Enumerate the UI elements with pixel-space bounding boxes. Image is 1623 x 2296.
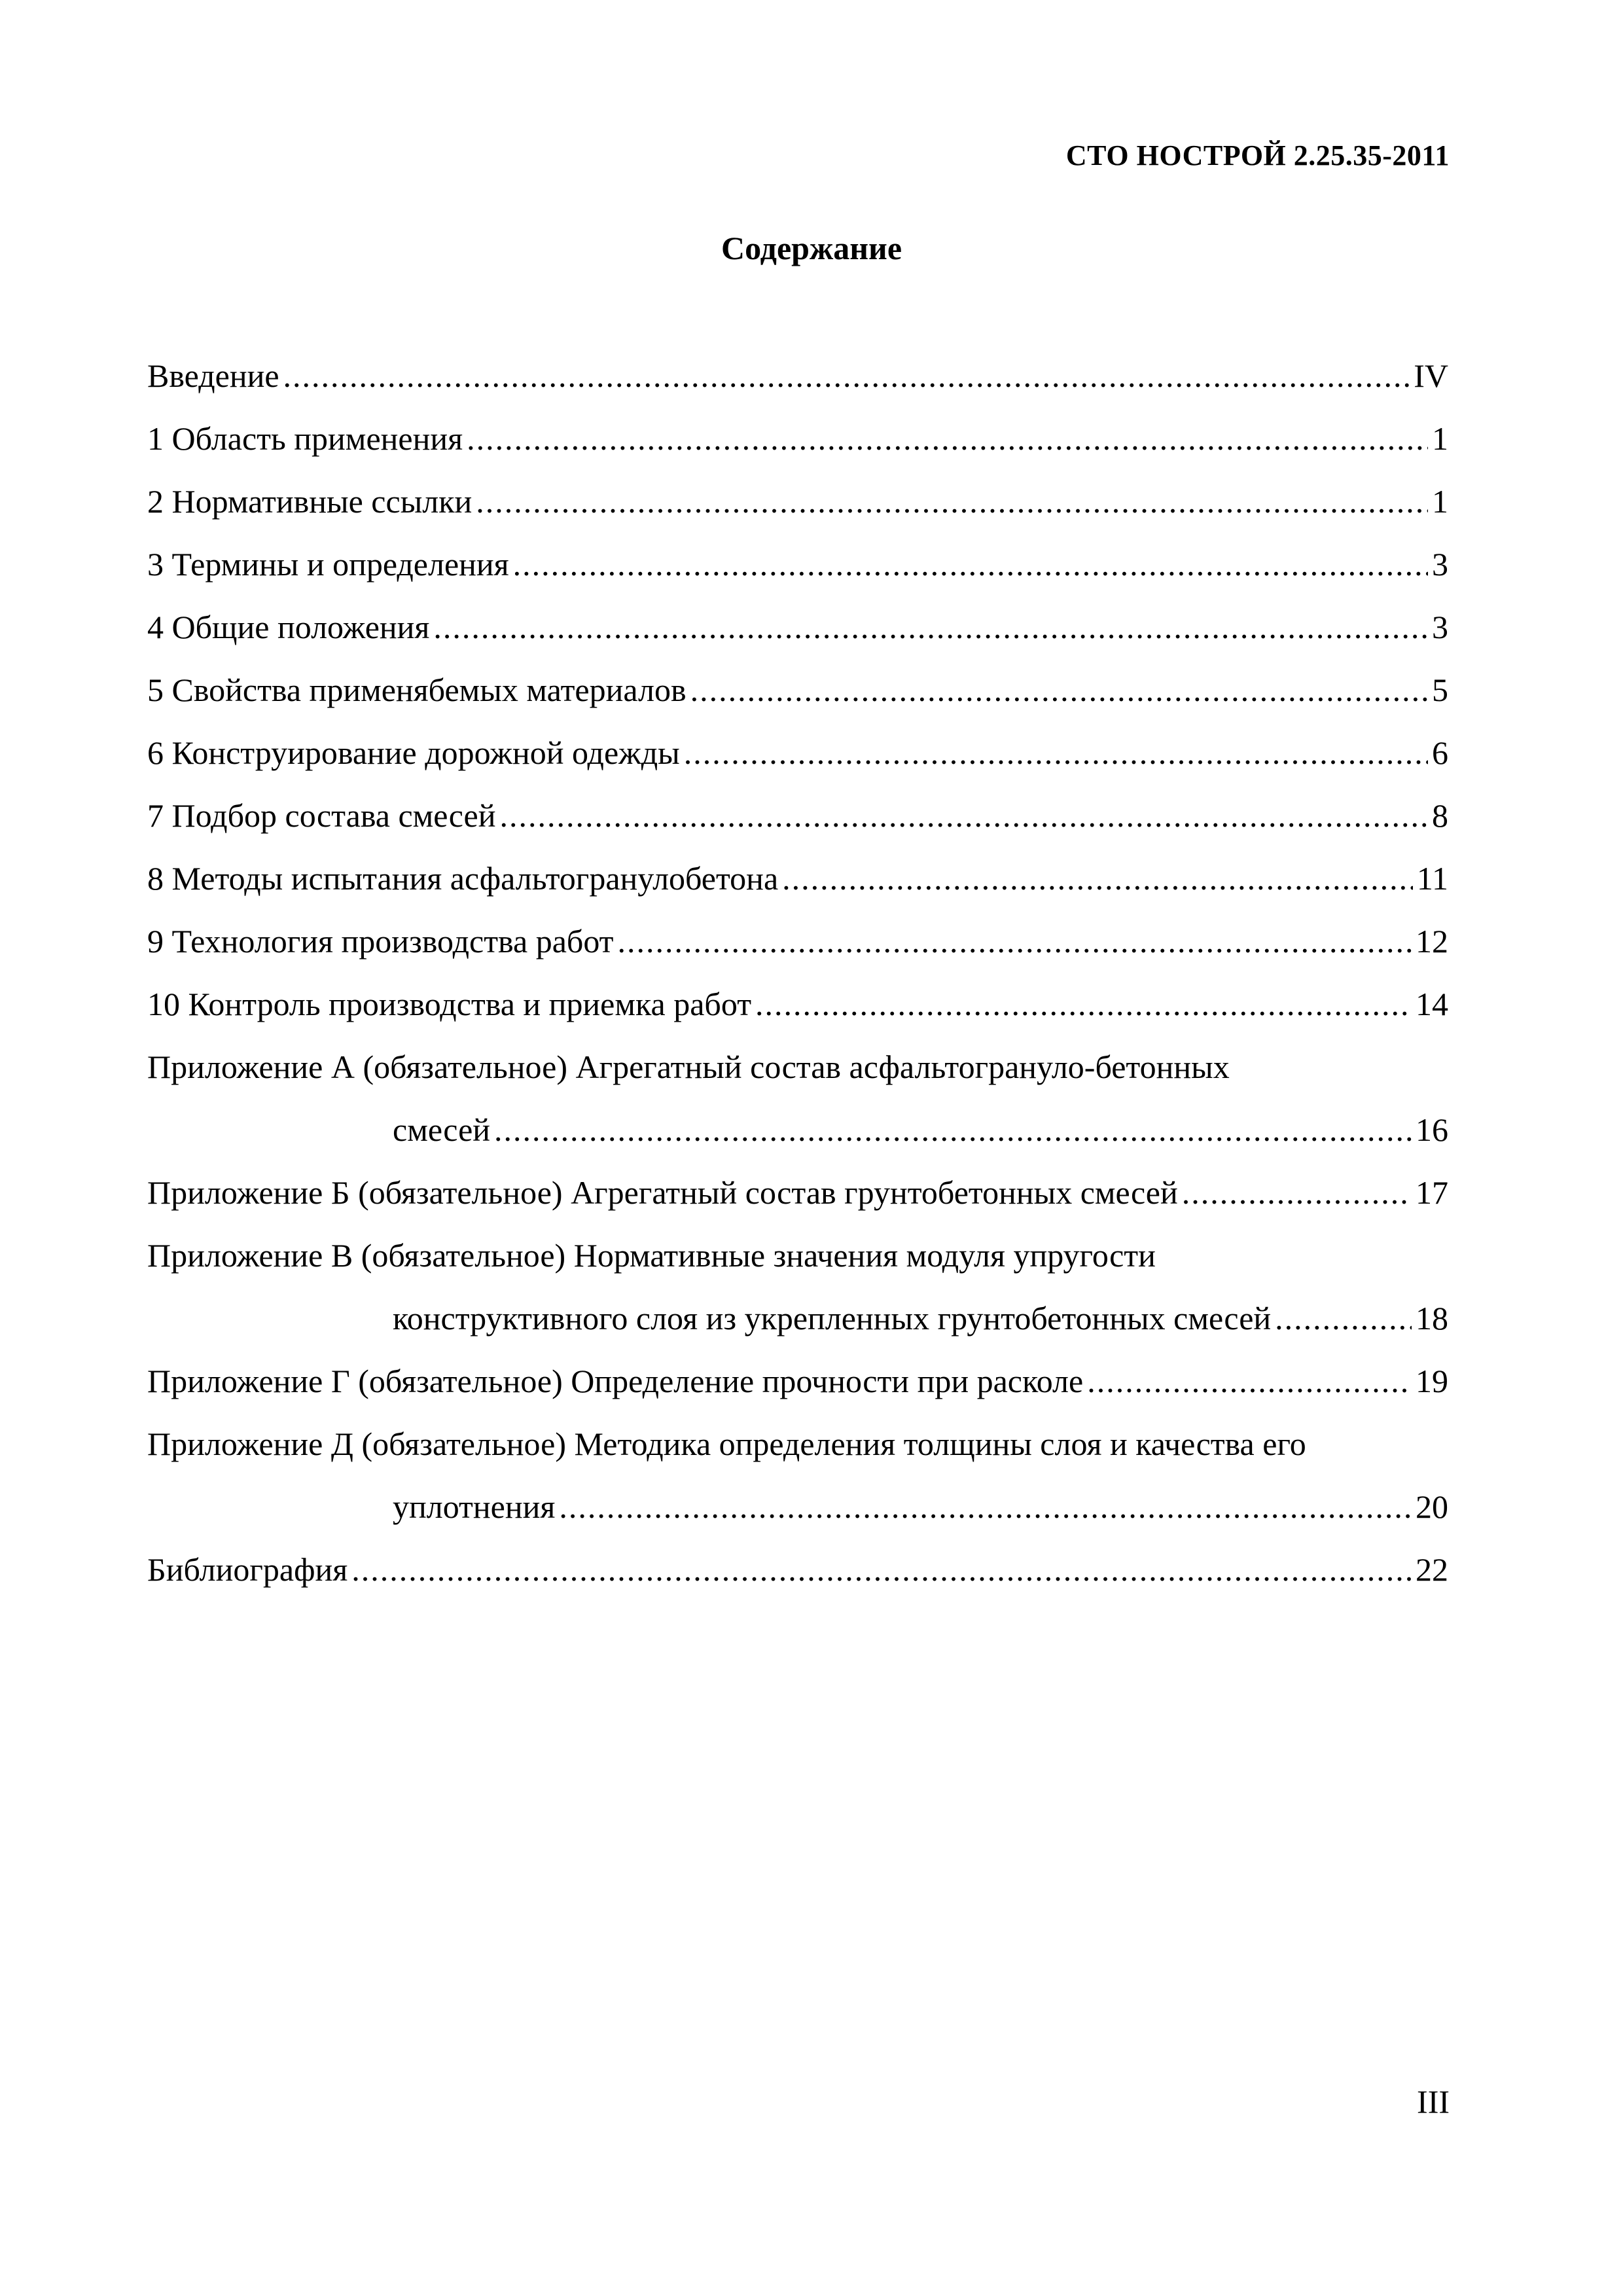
dot-leader <box>684 721 1428 784</box>
toc-entry[interactable] <box>147 1224 1448 1350</box>
toc-entry[interactable] <box>147 533 1448 596</box>
toc-entry[interactable] <box>147 1161 1448 1224</box>
toc-entry-page: IV <box>1414 357 1448 394</box>
toc-entry-page: 20 <box>1416 1488 1448 1525</box>
toc-entry-page: 1 <box>1432 483 1448 520</box>
toc-entry-page: 3 <box>1432 546 1448 583</box>
dot-leader <box>500 784 1429 847</box>
toc-entry-title: Библиография <box>147 1551 348 1588</box>
toc-entry-title: 8 Методы испытания асфальтогранулобетона <box>147 860 779 897</box>
toc-entry-page: 3 <box>1432 609 1448 645</box>
toc-entry-title-continuation: конструктивного слоя из укрепленных грунтобетонных смесей <box>393 1300 1272 1336</box>
toc-entry-title: Приложение Г (обязательное) Определение прочности при расколе <box>147 1363 1084 1399</box>
toc-entry-title: Приложение В (обязательное) Нормативные значения модуля упругости <box>147 1237 1156 1274</box>
dot-leader <box>433 596 1428 658</box>
toc-entry-page: 11 <box>1416 860 1448 897</box>
toc-entry-title: Приложение Б (обязательное) Агрегатный состав грунтобетонных смесей <box>147 1174 1178 1211</box>
dot-leader <box>559 1475 1412 1538</box>
toc-entry[interactable] <box>147 973 1448 1035</box>
toc-entry[interactable] <box>147 1350 1448 1412</box>
dot-leader <box>494 1098 1412 1161</box>
toc-entry[interactable] <box>147 596 1448 658</box>
toc-entry-page: 6 <box>1432 734 1448 771</box>
toc-entry-title: 2 Нормативные ссылки <box>147 483 473 520</box>
toc-entry-page: 19 <box>1416 1363 1448 1399</box>
toc-entry-title: 3 Термины и определения <box>147 546 509 583</box>
toc-entry[interactable] <box>147 344 1448 407</box>
toc-entry-page: 18 <box>1416 1300 1448 1336</box>
page-number: III <box>1417 2083 1450 2120</box>
toc-entry-title-continuation: уплотнения <box>393 1488 556 1525</box>
toc-entry-title: 4 Общие положения <box>147 609 430 645</box>
toc-entry-page: 5 <box>1432 672 1448 708</box>
dot-leader <box>690 658 1428 721</box>
toc-entry[interactable] <box>147 721 1448 784</box>
toc-entry-title-continuation: смесей <box>393 1111 491 1148</box>
dot-leader <box>1275 1287 1412 1350</box>
dot-leader <box>283 344 1410 407</box>
dot-leader <box>618 910 1412 973</box>
toc-entry-page: 17 <box>1416 1174 1448 1211</box>
toc-entry-title: Приложение А (обязательное) Агрегатный состав асфальтогрануло-бетонных <box>147 1049 1230 1085</box>
dot-leader <box>513 533 1428 596</box>
toc-entry-title: Введение <box>147 357 279 394</box>
toc-entry-page: 12 <box>1416 923 1448 960</box>
document-code: СТО НОСТРОЙ 2.25.35-2011 <box>1065 139 1450 171</box>
toc-entry[interactable] <box>147 847 1448 910</box>
toc-entry-page: 8 <box>1432 797 1448 834</box>
toc-entry-title: 10 Контроль производства и приемка работ <box>147 986 752 1022</box>
toc-entry-page: 14 <box>1416 986 1448 1022</box>
toc-entry-title: 1 Область применения <box>147 420 463 457</box>
toc-entry[interactable] <box>147 910 1448 973</box>
toc-entry-title: 6 Конструирование дорожной одежды <box>147 734 680 771</box>
toc-entry-page: 1 <box>1432 420 1448 457</box>
toc-entry[interactable] <box>147 1538 1448 1601</box>
dot-leader <box>467 407 1428 470</box>
toc-entry[interactable] <box>147 407 1448 470</box>
toc-entry-page: 22 <box>1416 1551 1448 1588</box>
toc-entry[interactable] <box>147 1035 1448 1161</box>
toc-title: Содержание <box>721 230 902 266</box>
dot-leader <box>351 1538 1412 1601</box>
toc-entry-title: 7 Подбор состава смесей <box>147 797 496 834</box>
toc-entry-title: 5 Свойства применябемых материалов <box>147 672 687 708</box>
toc-entry[interactable] <box>147 784 1448 847</box>
toc-entry[interactable] <box>147 470 1448 533</box>
dot-leader <box>476 470 1428 533</box>
dot-leader <box>755 973 1412 1035</box>
dot-leader <box>1182 1161 1412 1224</box>
dot-leader <box>1087 1350 1412 1412</box>
table-of-contents <box>147 344 1448 1601</box>
dot-leader <box>782 847 1413 910</box>
toc-entry-title: Приложение Д (обязательное) Методика определения толщины слоя и качества его <box>147 1426 1306 1462</box>
toc-entry[interactable] <box>147 658 1448 721</box>
toc-entry-page: 16 <box>1416 1111 1448 1148</box>
toc-entry[interactable] <box>147 1412 1448 1538</box>
toc-entry-title: 9 Технология производства работ <box>147 923 614 960</box>
